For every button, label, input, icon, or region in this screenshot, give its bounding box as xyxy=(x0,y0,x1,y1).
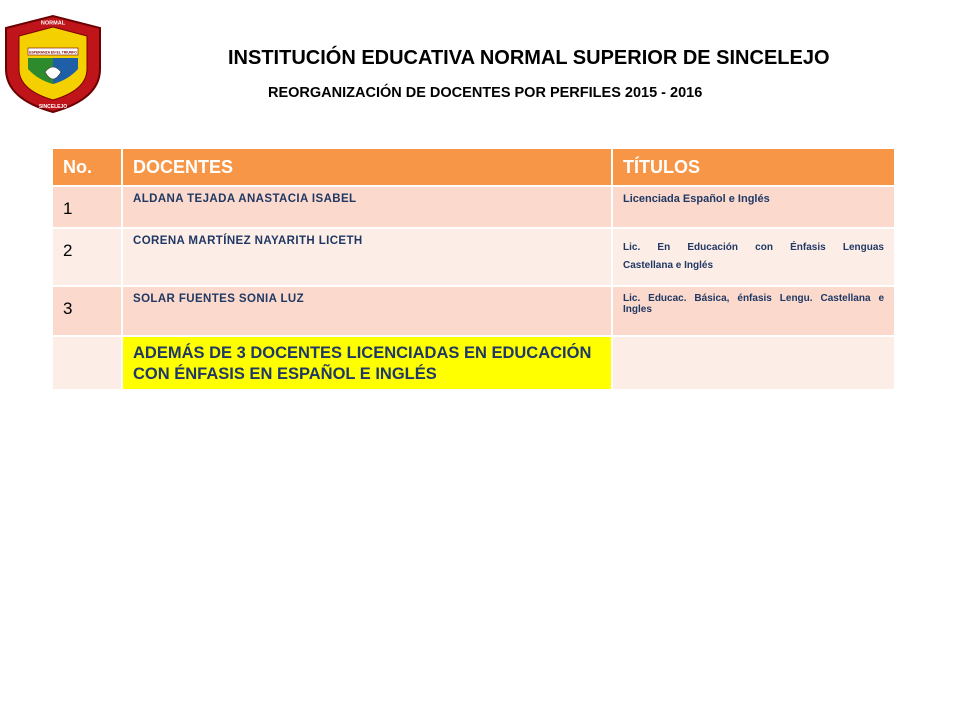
table-row xyxy=(52,186,895,228)
page-subtitle: REORGANIZACIÓN DE DOCENTES POR PERFILES 2015 - 2016 xyxy=(268,85,703,101)
teacher-degree-line: Lic. En Educación con Énfasis Lenguas xyxy=(623,242,884,253)
table-header-row xyxy=(52,148,895,186)
row-number: 3 xyxy=(52,286,122,336)
row-number: 1 xyxy=(52,186,122,228)
teacher-degree xyxy=(612,228,895,286)
institution-shield-logo xyxy=(2,14,104,114)
teacher-name: CORENA MARTÍNEZ NAYARITH LICETH xyxy=(122,228,612,286)
svg-text:NORMAL: NORMAL xyxy=(40,20,66,27)
svg-text:ESPERANZA EN EL TRIUNFO: ESPERANZA EN EL TRIUNFO xyxy=(29,50,77,55)
row-number: 2 xyxy=(52,228,122,286)
teacher-degree: Licenciada Español e Inglés xyxy=(612,186,895,228)
header-no: No. xyxy=(52,148,122,186)
empty-cell xyxy=(612,336,895,390)
page-title: INSTITUCIÓN EDUCATIVA NORMAL SUPERIOR DE SINCELEJO xyxy=(228,47,830,69)
svg-text:SINCELEJO: SINCELEJO xyxy=(38,104,68,110)
table-row xyxy=(52,336,895,390)
teacher-name: SOLAR FUENTES SONIA LUZ xyxy=(122,286,612,336)
header-titulos: TÍTULOS xyxy=(612,148,895,186)
header-docentes: DOCENTES xyxy=(122,148,612,186)
teacher-degree: Lic. Educac. Básica, énfasis Lengu. Castellana e Ingles xyxy=(612,286,895,336)
note-highlight: ADEMÁS DE 3 DOCENTES LICENCIADAS EN EDUCACIÓN CON ÉNFASIS EN ESPAÑOL E INGLÉS xyxy=(122,336,612,390)
teacher-degree-line: Castellana e Inglés xyxy=(623,260,714,271)
table-row xyxy=(52,228,895,286)
table-row xyxy=(52,286,895,336)
teachers-table xyxy=(51,147,896,391)
teacher-name: ALDANA TEJADA ANASTACIA ISABEL xyxy=(122,186,612,228)
empty-cell xyxy=(52,336,122,390)
